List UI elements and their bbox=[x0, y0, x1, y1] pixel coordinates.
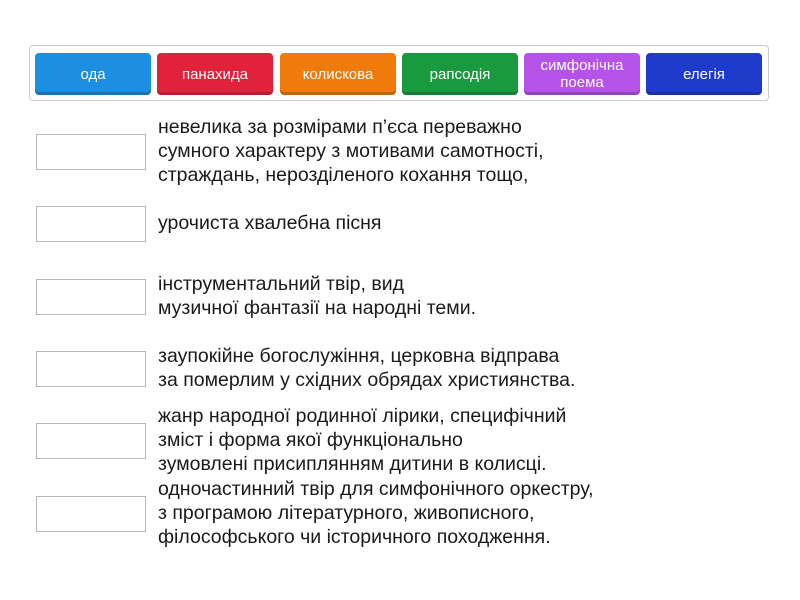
drop-target-2[interactable] bbox=[36, 206, 146, 242]
definition-text-4: заупокійне богослужіння, церковна відправа за померлим у східних обрядах християнства. bbox=[158, 345, 576, 391]
definition-text-1: невелика за розмірами п’єса переважно сумного характеру з мотивами самотності, страждань, нерозділеного кохання тощо, bbox=[158, 116, 544, 186]
drop-target-1[interactable] bbox=[36, 134, 146, 170]
answer-chip-rapsodiia[interactable]: рапсодія bbox=[402, 53, 518, 95]
answer-chip-panakhyda[interactable]: панахида bbox=[157, 53, 273, 95]
answer-chip-oda[interactable]: ода bbox=[35, 53, 151, 95]
drop-target-6[interactable] bbox=[36, 496, 146, 532]
drop-target-5[interactable] bbox=[36, 423, 146, 459]
definition-text-5: жанр народної родинної лірики, специфічний зміст і форма якої функціонально зумовлені присиплянням дитини в колисці. bbox=[158, 405, 567, 475]
answer-chip-elehiia[interactable]: елегія bbox=[646, 53, 762, 95]
word-bank bbox=[29, 45, 769, 101]
answer-chip-symfonichna-poema[interactable]: симфонічна поема bbox=[524, 53, 640, 95]
drop-target-4[interactable] bbox=[36, 351, 146, 387]
definition-text-2: урочиста хвалебна пісня bbox=[158, 212, 382, 234]
drop-target-3[interactable] bbox=[36, 279, 146, 315]
definition-text-3: інструментальний твір, вид музичної фантазії на народні теми. bbox=[158, 273, 476, 319]
answer-chip-kolyskova[interactable]: колискова bbox=[280, 53, 396, 95]
definition-text-6: одночастинний твір для симфонічного оркестру, з програмою літературного, живописного, філософського чи історичного походження. bbox=[158, 478, 594, 548]
